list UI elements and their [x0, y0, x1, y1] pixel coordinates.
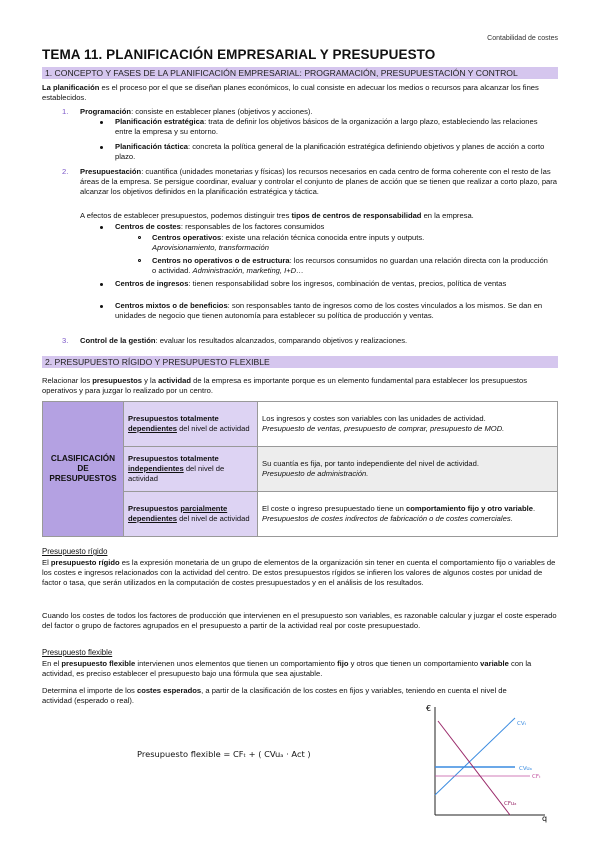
item-2-label: Presupuestación [80, 167, 142, 176]
no-operativos-text: : los recursos consumidos no guardan una relación directa con la producción o actividad. [152, 256, 548, 275]
item-3 [80, 336, 558, 346]
flx2-c: , a partir de la clasificación de los costes en fijos y variables, teniendo en cuenta el nivel de actividad (esperado o real). [42, 686, 507, 705]
desc-a: El coste o ingreso presupuestado tiene un [262, 504, 406, 513]
intro-paragraph [42, 83, 558, 103]
cvt-label: CVₜ [517, 721, 527, 727]
cat-a: Presupuestos totalmente [128, 454, 219, 463]
no-operativos-label: Centros no operativos o de estructura [152, 256, 290, 265]
plan-est-label: Planificación estratégica [115, 117, 205, 126]
item-1-number: 1. [62, 107, 69, 116]
item-3-label: Control de la gestión [80, 336, 156, 345]
cfu-label: CFuₐ [504, 801, 517, 807]
item-2-number: 2. [62, 167, 69, 176]
table-row [43, 402, 558, 447]
sub-bullet [138, 259, 141, 262]
bullet [100, 226, 103, 229]
rig-c: es la expresión monetaria de un grupo de elementos de la organización sin tener en cuenta el comportamiento fijo o variables de los costes e ingresos relacionados con la actividad del centro. De estos presupuestos rígidos se infieren los valores de algunos costes por unidad de factor o tasa, que serán utilizados en la computación de costes presupuestados y en el análisis de los resultados. [42, 558, 556, 587]
flx-g: con la actividad, es preciso establecer el presupuesto bajo una fórmula que sea ajustable. [42, 659, 532, 678]
bullet [100, 146, 103, 149]
item-3-text: : evaluar los resultados alcanzados, comparando objetivos y realizaciones. [155, 336, 408, 345]
centros-operativos [152, 233, 552, 253]
classification-table [42, 401, 558, 537]
section-2-heading: 2. PRESUPUESTO RÍGIDO Y PRESUPUESTO FLEXIBLE [42, 356, 558, 368]
cft-label: CFₜ [532, 774, 541, 780]
operativos-label: Centros operativos [152, 233, 222, 242]
table-category [124, 447, 258, 492]
desc-italic: Presupuesto de administración. [262, 469, 369, 478]
no-operativos-italic: Administración, marketing, I+D… [192, 266, 304, 275]
ingresos-text: : tienen responsabilidad sobre los ingresos, combinación de ventas, precios, política de ventas [188, 279, 507, 288]
cat-a: Presupuestos totalmente [128, 414, 219, 423]
table-category [124, 492, 258, 537]
sub-bullet [138, 236, 141, 239]
flx2-b: costes esperados [136, 686, 202, 695]
intro-bold: La planificación [42, 83, 100, 92]
desc-text: Los ingresos y costes son variables con las unidades de actividad. [262, 414, 486, 423]
centros-mixtos [115, 301, 555, 321]
mixtos-text: : son responsables tanto de ingresos como de los costes vinculados a los mismos. Se dan en unidades de negocio que tienen autonomía para establecer su política de producción y ventas. [115, 301, 543, 320]
flx-e: y otros que tienen un comportamiento [348, 659, 481, 668]
plan-tactica [115, 142, 545, 162]
flx-f: variable [480, 659, 509, 668]
bullet [100, 283, 103, 286]
plan-estrategica [115, 117, 545, 137]
item-2 [80, 167, 558, 197]
cfu-curve [438, 721, 510, 815]
costes-label: Centros de costes [115, 222, 181, 231]
plan-est-text: : trata de definir los objetivos básicos de la organización a largo plazo, estableciendo las relaciones entre la empresa y su entorno. [115, 117, 538, 136]
item-3-number: 3. [62, 336, 69, 345]
mixtos-label: Centros mixtos o de beneficios [115, 301, 228, 310]
intro2-c: y la [142, 376, 159, 385]
flexible-paragraph-1 [42, 659, 558, 679]
rig-b: presupuesto rígido [50, 558, 120, 567]
bullet [100, 121, 103, 124]
table-category [124, 402, 258, 447]
table-description [258, 447, 558, 492]
centers-intro-bold: tipos de centros de responsabilidad [291, 211, 422, 220]
centros-costes [115, 222, 545, 232]
cvu-label: CVuₐ [519, 766, 532, 772]
cat-u: parcialmente dependientes [128, 504, 228, 523]
cat-u: independientes [128, 464, 184, 473]
item-1 [80, 107, 558, 117]
table-label: CLASIFICACIÓN DE PRESUPUESTOS [43, 402, 124, 537]
flx2-a: Determina el importe de los [42, 686, 137, 695]
page-title: TEMA 11. PLANIFICACIÓN EMPRESARIAL Y PRESUPUESTO [42, 47, 436, 62]
bullet [100, 305, 103, 308]
operativos-italic: Aprovisionamiento, transformación [152, 243, 269, 252]
desc-text: Su cuantía es fija, por tanto independiente del nivel de actividad. [262, 459, 479, 468]
cat-u: dependientes [128, 424, 177, 433]
flx-d: fijo [337, 659, 349, 668]
centros-ingresos [115, 279, 555, 289]
x-axis-label: q [542, 814, 548, 823]
cat-b: del nivel de actividad [176, 514, 250, 523]
y-axis-label: € [426, 704, 432, 713]
rigido-heading: Presupuesto rígido [42, 547, 108, 556]
desc-c: . [532, 504, 536, 513]
desc-b: comportamiento fijo y otro variable [405, 504, 533, 513]
costes-text: : responsables de los factores consumidos [180, 222, 325, 231]
plan-tac-label: Planificación táctica [115, 142, 189, 151]
rig-a: El [42, 558, 51, 567]
flx-a: En el [42, 659, 62, 668]
operativos-text: : existe una relación técnica conocida entre inputs y outputs. [221, 233, 425, 242]
flx-b: presupuesto flexible [61, 659, 136, 668]
cat-b: del nivel de actividad [176, 424, 250, 433]
item-1-label: Programación [80, 107, 132, 116]
section-1-heading: 1. CONCEPTO Y FASES DE LA PLANIFICACIÓN EMPRESARIAL: PROGRAMACIÓN, PRESUPUESTACIÓN Y CONTROL [42, 67, 558, 79]
cost-graph [420, 703, 560, 823]
intro2-d: actividad [158, 376, 191, 385]
intro2-b: presupuestos [92, 376, 143, 385]
centers-intro-end: en la empresa. [421, 211, 474, 220]
desc-italic: Presupuesto de ventas, presupuesto de comprar, presupuesto de MOD. [262, 424, 505, 433]
plan-tac-text: : concreta la política general de la planificación estratégica definiendo objetivos y planes de acción a corto plazo. [115, 142, 545, 161]
centers-intro [80, 211, 558, 221]
flexible-heading: Presupuesto flexible [42, 648, 113, 657]
ingresos-label: Centros de ingresos [115, 279, 189, 288]
table-description [258, 492, 558, 537]
intro2-e: de la empresa es importante porque es un elemento fundamental para establecer los presupuestos operativos y para juzgar lo realizado por un centro. [42, 376, 528, 395]
intro2-a: Relacionar los [42, 376, 93, 385]
centers-intro-a: A efectos de establecer presupuestos, podemos distinguir tres [80, 211, 292, 220]
rigido-paragraph-1 [42, 558, 558, 588]
table-description [258, 402, 558, 447]
item-2-text: : cuantifica (unidades monetarias y físicas) los recursos necesarios en cada centro de forma coherente con el resto de las áreas de la empresa. Se persigue coordinar, evaluar y controlar el conjunto de planes de acción que se tienen que realizar a corto plazo, para alcanzar los objetivos definidos en la planificación estratégica y táctica. [80, 167, 558, 196]
desc-italic: Presupuestos de costes indirectos de fabricación o de costes comerciales. [262, 514, 513, 523]
cat-a: Presupuestos [128, 504, 181, 513]
centros-no-operativos [152, 256, 552, 276]
flx-c: intervienen unos elementos que tienen un comportamiento [135, 659, 338, 668]
section-2-intro [42, 376, 558, 396]
rigido-paragraph-2: Cuando los costes de todos los factores de producción que intervienen en el presupuesto son variables, es razonable calcular y juzgar el coste esperado del factor o grupo de factores agrupados en el presupuesto a partir de la actividad real por coste presupuestado. [42, 611, 557, 630]
running-header: Contabilidad de costes [487, 35, 558, 42]
item-1-text: : consiste en establecer planes (objetivos y acciones). [131, 107, 313, 116]
cvt-line [435, 718, 515, 795]
intro-text: es el proceso por el que se diseñan planes económicos, lo cual consiste en adecuar los medios o recursos para alcanzar los fines establecidos. [42, 83, 539, 102]
flexible-budget-formula: Presupuesto flexible = CFₜ + ( CVuₐ · Act ) [137, 749, 311, 759]
cat-b: del nivel de actividad [128, 464, 225, 483]
